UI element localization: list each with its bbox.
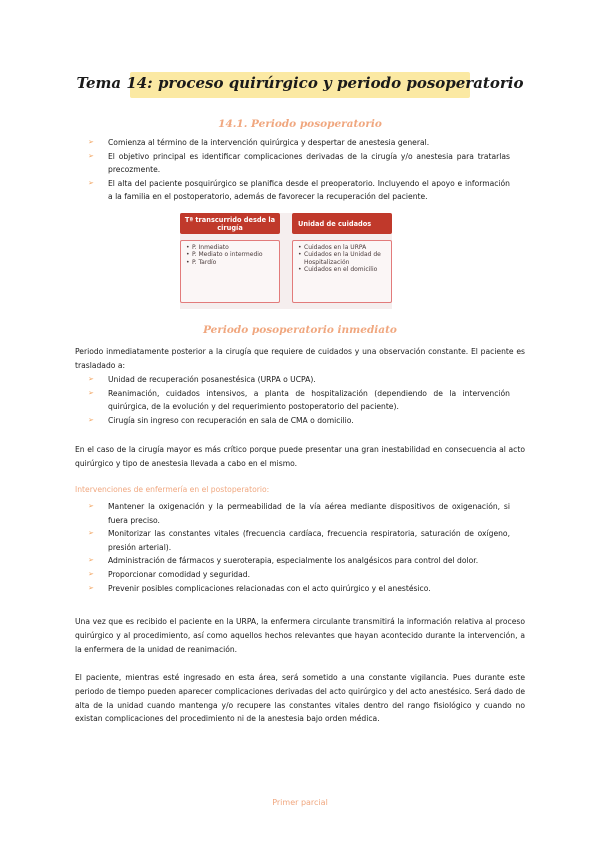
diagram-item: • Cuidados en el domicilio — [298, 266, 386, 273]
diagram-box-care-unit — [292, 240, 392, 303]
transfer-destinations-list — [88, 373, 510, 427]
list-item: ➢ Comienza al término de la intervención quirúrgica y despertar de anestesia general. — [88, 136, 510, 150]
nursing-interventions-list — [88, 500, 510, 595]
list-item: ➢ Unidad de recuperación posanestésica (URPA o UCPA). — [88, 373, 510, 387]
arrow-bullet-icon: ➢ — [88, 502, 94, 510]
arrow-bullet-icon: ➢ — [88, 569, 94, 578]
diagram-item: • P. Mediato o intermedio — [186, 251, 274, 258]
arrow-bullet-icon: ➢ — [88, 388, 94, 397]
diagram-item: • P. Inmediato — [186, 244, 274, 251]
diagram-header-care-unit: Unidad de cuidados — [292, 213, 392, 234]
urpa-handover-paragraph: Una vez que es recibido el paciente en la URPA, la enfermera circulante transmitirá la información relativa al proceso quirúrgico y al procedimiento, así como aquellos hechos relevantes que hayan acontecido durante la intervención, a la enfermera de la unidad de reanimación. — [75, 617, 525, 654]
intro-paragraph: Periodo inmediatamente posterior a la cirugía que requiere de cuidados y una observación constante. El paciente es trasladado a: — [75, 347, 525, 370]
arrow-bullet-icon: ➢ — [88, 583, 94, 592]
postoperative-periods-diagram — [180, 213, 392, 309]
diagram-box-time — [180, 240, 280, 303]
major-surgery-paragraph: En el caso de la cirugía mayor es más crítico porque puede presentar una gran inestabilidad en consecuencia al acto quirúrgico y tipo de anestesia llevada a cabo en el mismo. — [75, 445, 525, 468]
page-footer: Primer parcial — [272, 798, 328, 807]
section1-bullet-list — [88, 136, 510, 204]
list-item: ➢ El objetivo principal es identificar complicaciones derivadas de la cirugía y/o anestesia para tratarlas precozmente. — [88, 151, 510, 175]
diagram-item: • Cuidados en la URPA — [298, 244, 386, 251]
diagram-column-care-unit — [292, 213, 392, 309]
arrow-bullet-icon: ➢ — [88, 178, 94, 187]
diagram-item: • Cuidados en la Unidad de Hospitalización — [298, 251, 386, 266]
diagram-header-time: Tª transcurrido desde la cirugía — [180, 213, 280, 234]
section-title-periodo-inmediato: Periodo posoperatorio inmediato — [203, 324, 397, 336]
arrow-bullet-icon: ➢ — [88, 556, 94, 565]
list-item: ➢ El alta del paciente posquirúrgico se planifica desde el preoperatorio. Incluyendo el apoyo e información a la familia en el postoperatorio, además de favorecer la recuperación del paciente. — [88, 178, 510, 202]
arrow-bullet-icon: ➢ — [88, 415, 94, 424]
arrow-bullet-icon: ➢ — [88, 375, 94, 383]
vigilance-paragraph: El paciente, mientras esté ingresado en esta área, será sometido a una constante vigilancia. Pues durante este periodo de tiempo pueden aparecer complicaciones derivadas del acto quirúrgico y del acto anestésico. Será dado de alta de la unidad cuando mantenga y/o recupere las constantes vitales dentro del rango fisiológico y cuando no existan complicaciones del procedimiento ni de la anestesia bajo orden médica. — [75, 673, 525, 724]
interventions-heading: Intervenciones de enfermería en el postoperatorio: — [75, 485, 270, 494]
list-item: ➢ Proporcionar comodidad y seguridad. — [88, 568, 510, 582]
page-title: Tema 14: proceso quirúrgico y periodo posoperatorio — [76, 74, 524, 92]
arrow-bullet-icon: ➢ — [88, 138, 94, 146]
list-item: ➢ Prevenir posibles complicaciones relacionadas con el acto quirúrgico y el anestésico. — [88, 582, 510, 596]
list-item: ➢ Monitorizar las constantes vitales (frecuencia cardíaca, frecuencia respiratoria, saturación de oxígeno, presión arterial). — [88, 529, 510, 552]
arrow-bullet-icon: ➢ — [88, 529, 94, 538]
diagram-column-time — [180, 213, 280, 309]
section-title-periodo-posoperatorio: 14.1. Periodo posoperatorio — [218, 118, 382, 130]
arrow-bullet-icon: ➢ — [88, 151, 94, 160]
list-item: ➢ Reanimación, cuidados intensivos, a planta de hospitalización (dependiendo de la intervención quirúrgica, de la evolución y del requerimiento postoperatorio del paciente). — [88, 388, 510, 412]
list-item: ➢ Mantener la oxigenación y la permeabilidad de la vía aérea mediante dispositivos de oxigenación, si fuera preciso. — [88, 502, 510, 525]
list-item: ➢ Cirugía sin ingreso con recuperación en sala de CMA o domicilio. — [88, 414, 510, 428]
diagram-item: • P. Tardío — [186, 259, 274, 266]
list-item: ➢ Administración de fármacos y sueroterapia, especialmente los analgésicos para control del dolor. — [88, 554, 510, 568]
